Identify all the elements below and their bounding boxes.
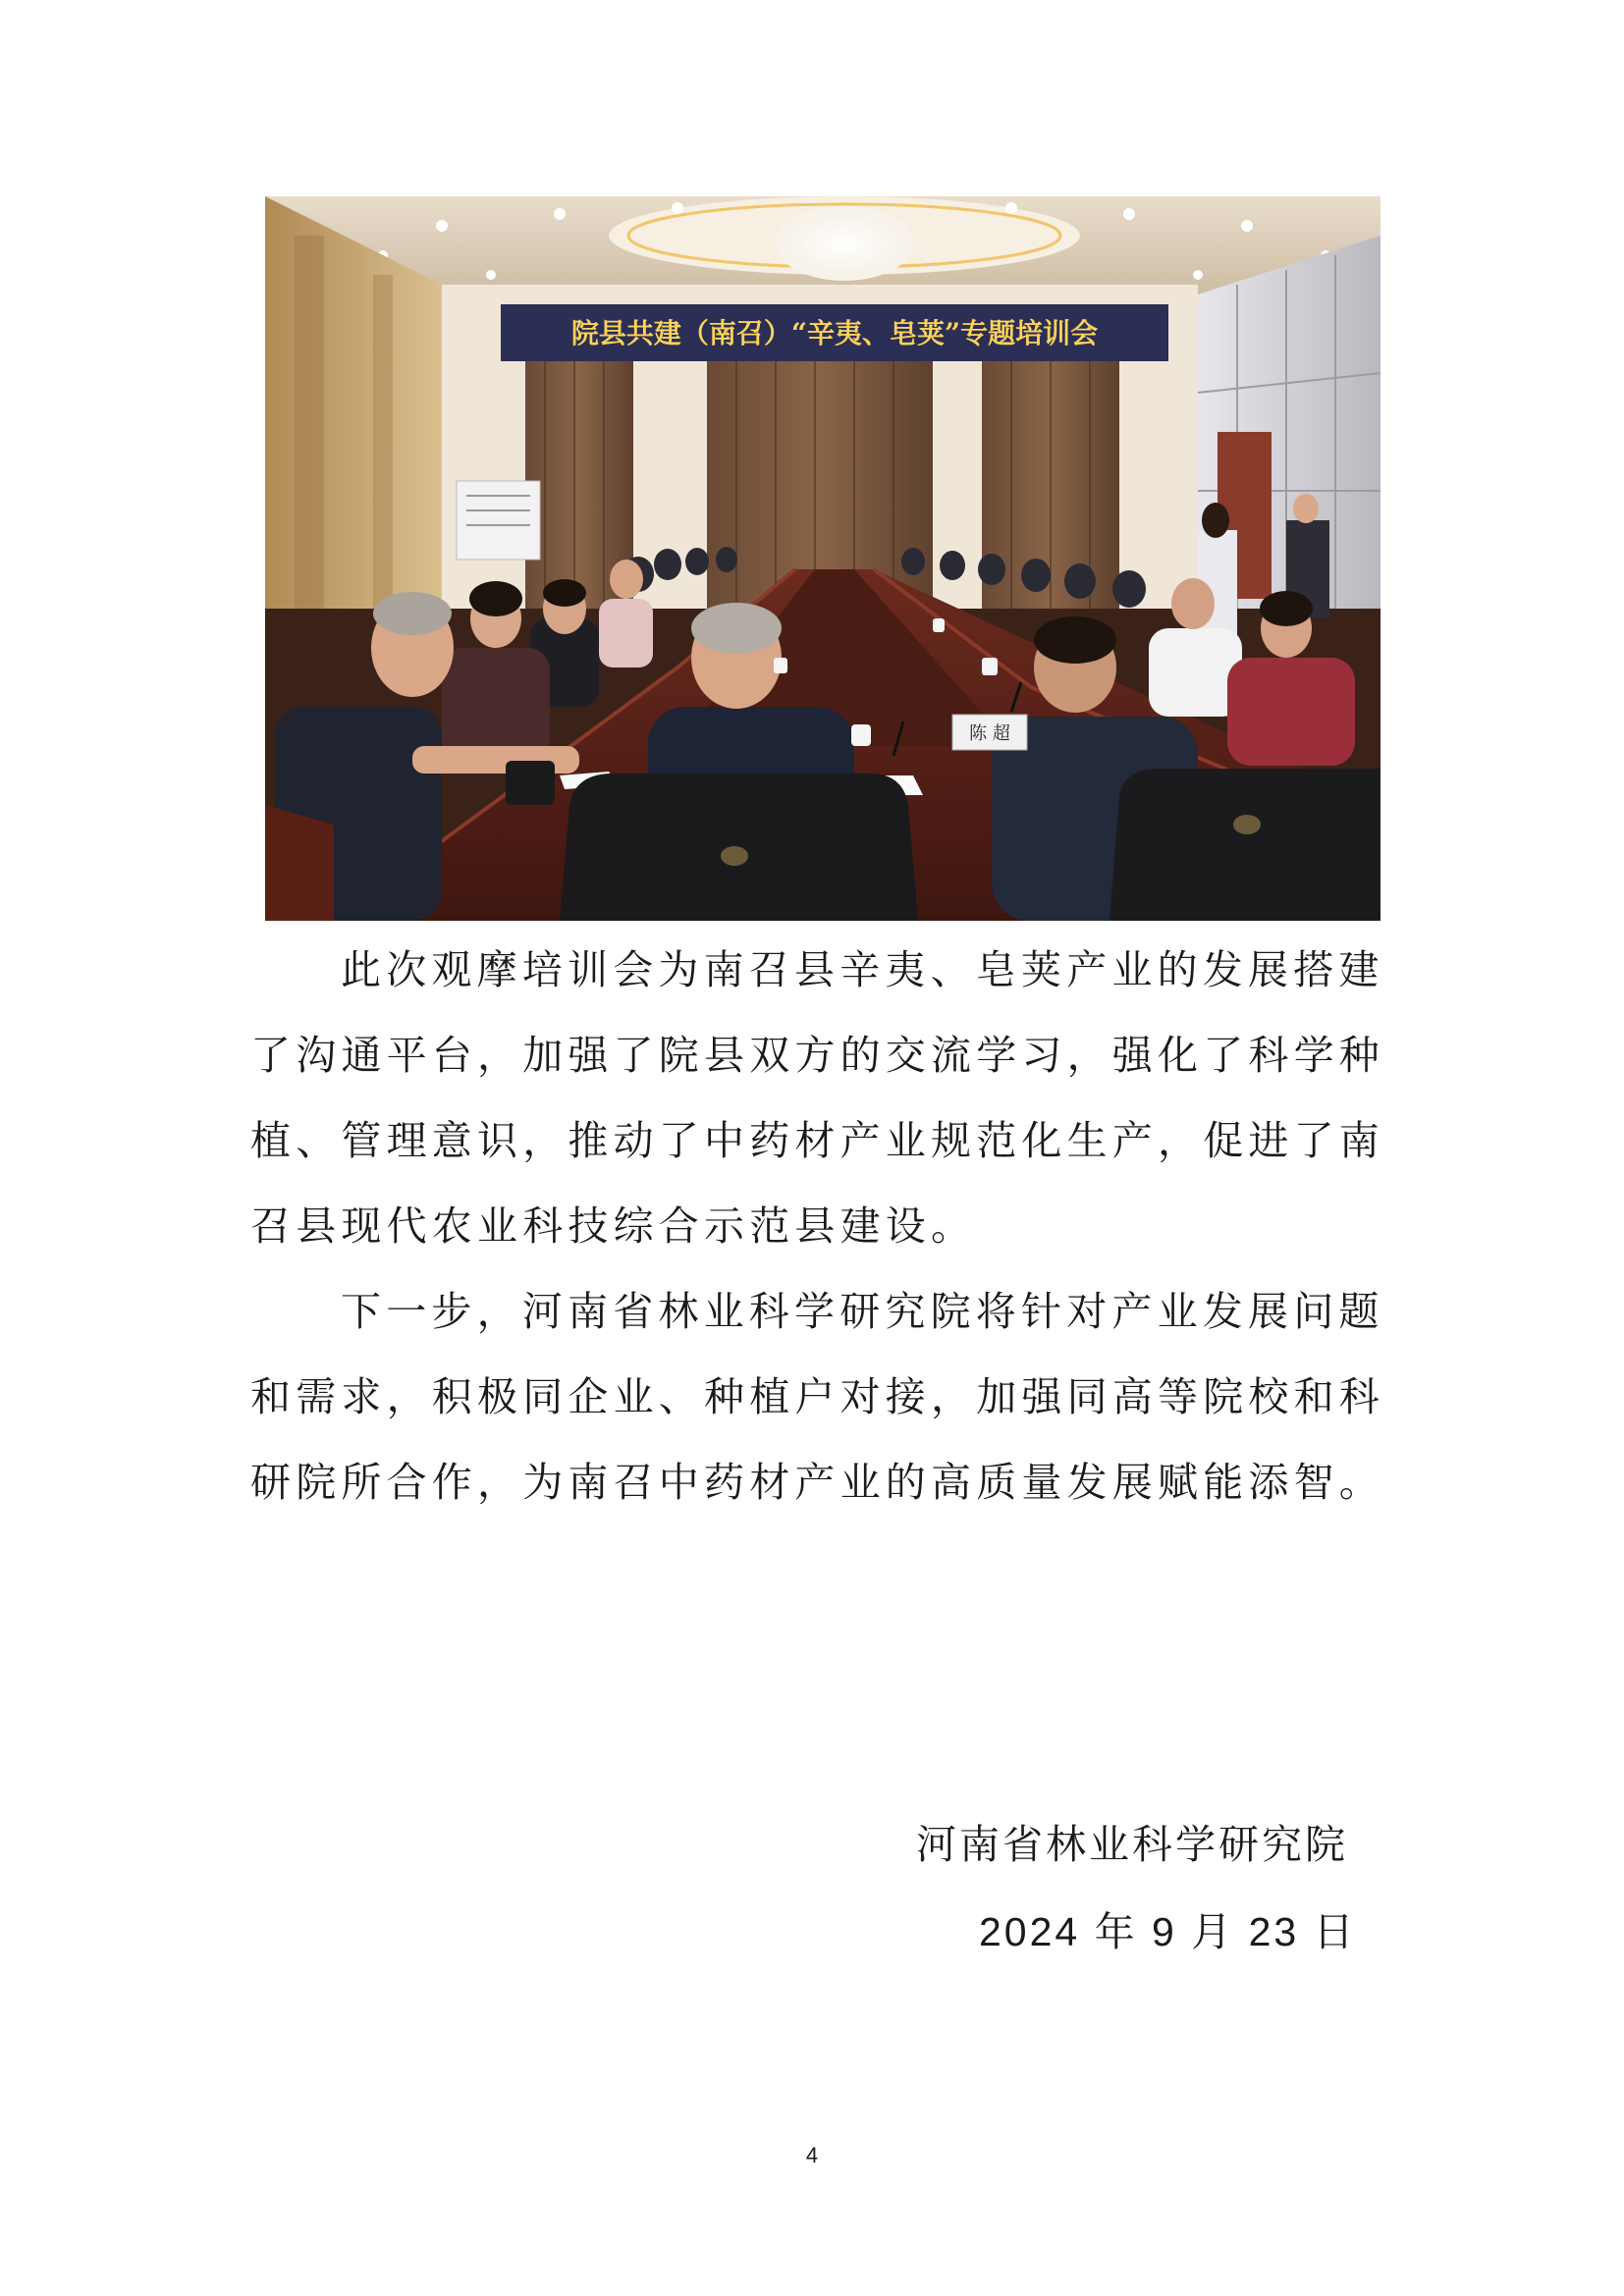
paragraph-2	[250, 1269, 1389, 1525]
paragraph-1-text: 此次观摩培训会为南召县辛夷、皂荚产业的发展搭建了沟通平台，加强了院县双方的交流学习，强化了科学种植、管理意识，推动了中药材产业规范化生产，促进了南召县现代农业科技综合示范县建设。	[250, 946, 1384, 1250]
signature-organization: 河南省林业科学研究院	[916, 1821, 1348, 1868]
nameplate-text: 陈 超	[969, 723, 1010, 744]
meeting-photo	[265, 196, 1380, 921]
signature-date: 2024 年 9 月 23 日	[979, 1909, 1357, 1954]
paragraph-2-text: 下一步，河南省林业科学研究院将针对产业发展问题和需求，积极同企业、种植户对接，加强同高等院校和科研院所合作，为南召中药材产业的高质量发展赋能添智。	[250, 1288, 1384, 1506]
banner-text: 院县共建（南召）“辛夷、皂荚”专题培训会	[570, 317, 1099, 349]
page-number: 4	[805, 2143, 819, 2167]
paragraph-1	[250, 928, 1389, 1269]
